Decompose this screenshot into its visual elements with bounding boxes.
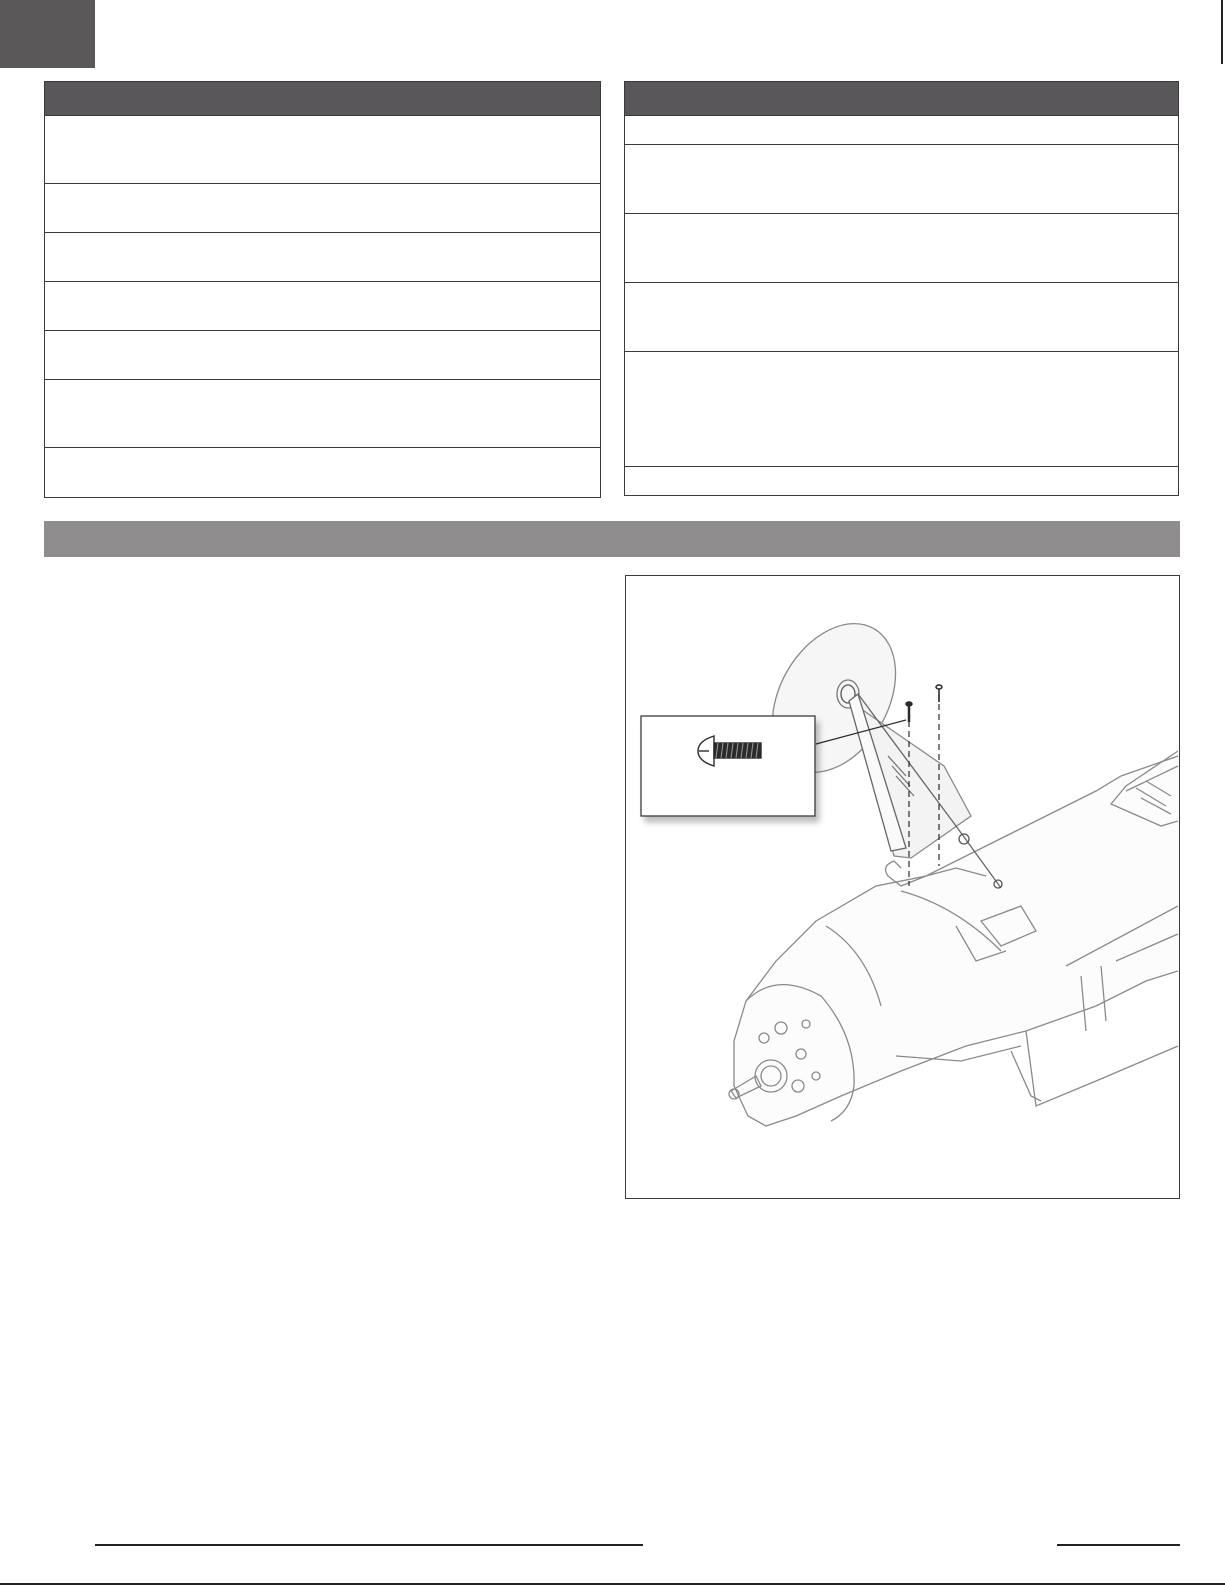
table-row [625,214,1178,283]
table-right [624,81,1179,496]
fuselage-illustration [626,576,1178,1197]
table-row [625,116,1178,145]
table-row [45,184,600,233]
language-tab [0,0,95,68]
table-row [45,380,600,448]
table-left [44,81,601,498]
callout-inset [641,716,815,816]
landing-gear-figure [625,575,1180,1199]
table-row [625,467,1178,495]
table-row [625,145,1178,214]
table-right-header [625,82,1178,116]
table-row [45,233,600,282]
page-edge-mark [1221,0,1223,64]
table-left-header [45,82,600,116]
table-row [625,352,1178,467]
screw-icon [906,685,942,722]
table-row [45,282,600,331]
table-row [45,448,600,497]
footer-rule-left [95,1544,643,1546]
table-row [45,331,600,380]
table-row [625,283,1178,352]
footer-rule-right [1057,1544,1180,1546]
section-title-bar [44,521,1180,557]
table-row [45,116,600,184]
